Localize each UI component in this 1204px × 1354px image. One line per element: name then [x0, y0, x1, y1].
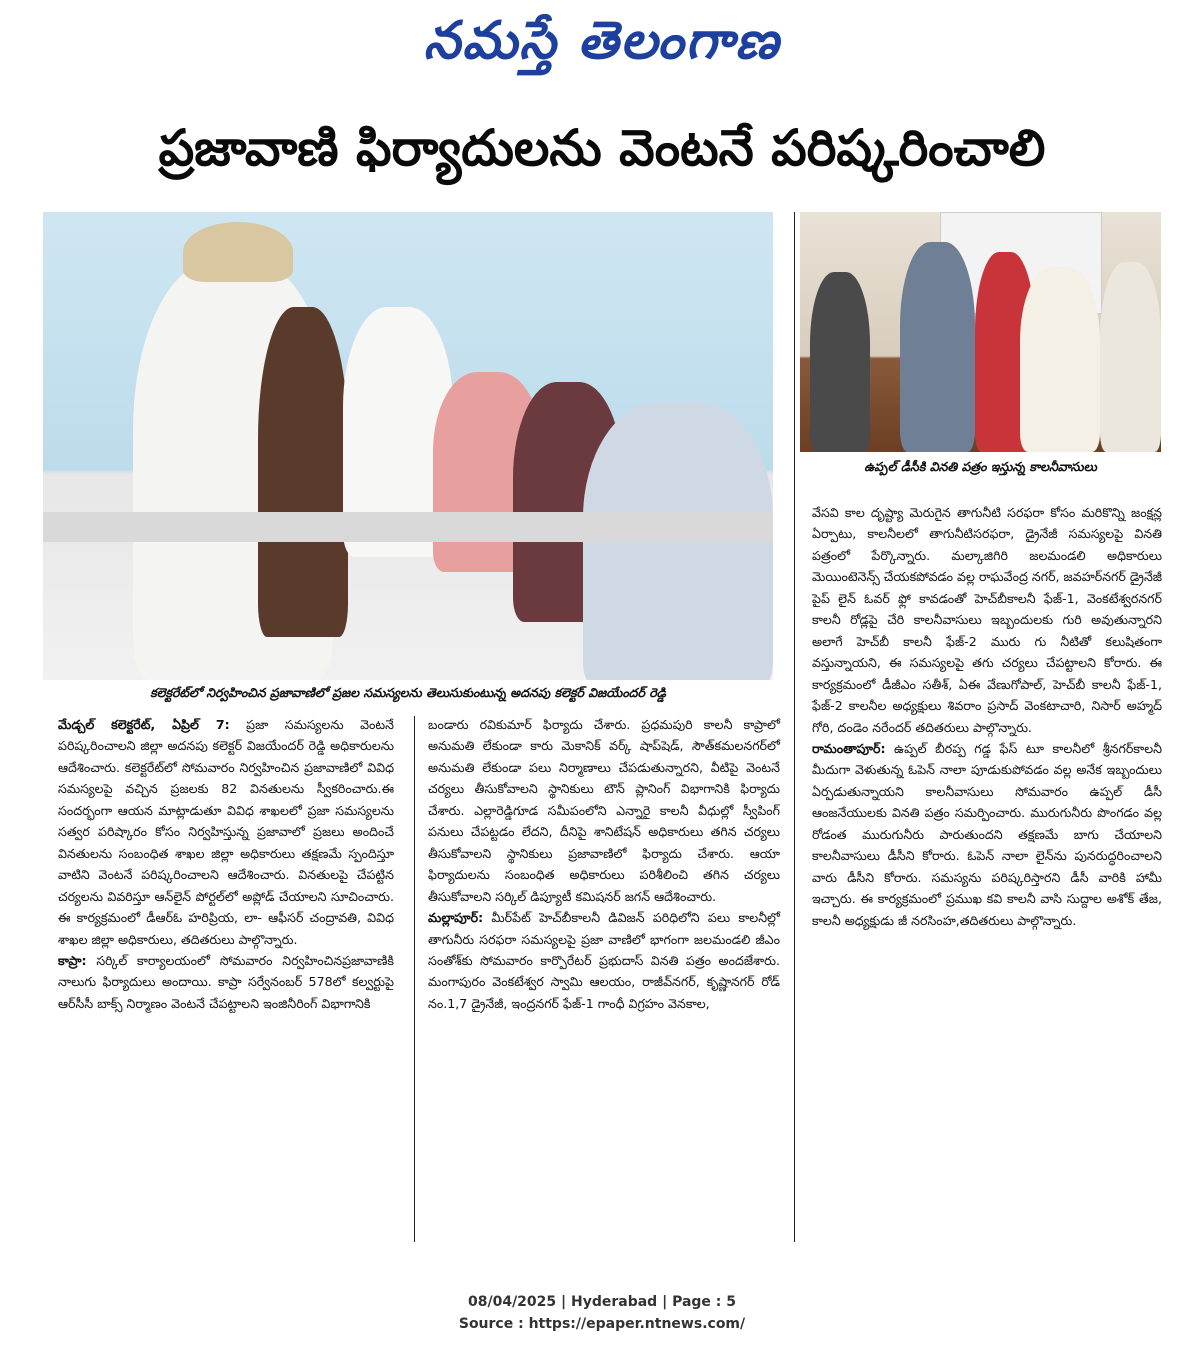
- side-photo-caption: ఉప్పల్‌ డీసీకి వినతి పత్రం ఇస్తున్న కాలనీవాసులు: [864, 459, 1097, 474]
- column-divider: [414, 716, 415, 1242]
- main-photo: [43, 212, 773, 680]
- paragraph: వేసవి కాల దృష్ట్యా మెరుగైన తాగునీటి సరఫరా కోసం మరికొన్ని జంక్షన్ల ఏర్పాటు, కాలనీలలో తాగునీటిసరఫరా, డ్రైనేజీ సమస్యలపై వినతి పత్రంలో పేర్కొన్నారు. మల్కాజిగిరి జలమండలి అధికారులు మెయింటెనెన్స్‌ చేయకపోవడం వల్ల రాఘవేంద్ర నగర్‌, జవహర్‌నగర్‌ డ్రైనేజీ పైప్‌ లైన్‌ ఓవర్‌ ఫ్లో కావడంతో హెచ్‌బీకాలనీ ఫేజ్‌-1, వెంకటేశ్వరనగర్‌ కాలనీ రోడ్లపై చేరి కాలనీవాసులు ఇబ్బందులకు గురి అవుతున్నారని అలాగే హెచ్‌బీ కాలనీ ఫేజ్‌-2 మురు గు నీటితో కలుషితంగా వస్తున్నాయని, ఈ సమస్యలపై తగు చర్యలు చేపట్టాలని కోరారు. ఈ కార్యక్రమంలో డీజీఎం సతీశ్‌, ఏఈ వేణుగోపాల్‌, హెచ్‌బీ కాలనీ ఫేజ్‌-1, ఫేజ్‌-2 కాలనీల అధ్యక్షులు శివరాం ప్రసాద్‌ వెంకటాచారి, నిసార్‌ అహ్మద్‌ గోరి, దండెం నరేందర్‌ తదితరులు పాల్గొన్నారు.: [812, 505, 1163, 735]
- article-column-3: [812, 502, 1162, 931]
- main-photo-caption: కలెక్టరేట్‌లో నిర్వహించిన ప్రజావాణిలో ప్రజల సమస్యలను తెలుసుకుంటున్న అదనపు కలెక్టర్‌ విజయేందర్‌ రెడ్డి: [150, 685, 666, 700]
- masthead-logo: [0, 10, 1204, 80]
- dateline: మల్లాపూర్‌:: [428, 910, 484, 926]
- dateline: రామంతాపూర్‌:: [812, 740, 886, 756]
- paragraph: రామంతాపూర్‌: ఉప్పల్‌ బీరప్ప గడ్డ ఫేస్‌ టూ కాలనీలో శ్రీనగర్‌కాలనీ మీదుగా వెళుతున్న ఓపెన్‌ నాలా పూడుకుపోవడం వల్ల అనేక ఇబ్బందులు ఏర్పడుతున్నాయని కాలనీవాసులు సోమవారం ఉప్పల్‌ డీసీ ఆంజనేయులకు వినతి పత్రం సమర్పించారు. మురుగునీరు పొంగడం వల్ల రోడంత మురుగునీరు పారుతుందని తక్షణమే బాగు చేయాలని కాలనీవాసులు డీసీని కోరారు. ఓపెన్‌ నాలా లైన్‌ను పునరుద్ధరించాలని వారు డీసీని కోరారు. సమస్యను పరిష్కరిస్తారని డీసీ వారికి హామీ ఇచ్చారు. ఈ కార్యక్రమంలో ప్రముఖ కవి కాలనీ వాసి సుద్దాల అశోక్‌ తేజ, కాలనీ అధ్యక్షుడు జీ నరసింహ,తదితరులు పాల్గొన్నారు.: [812, 740, 1162, 928]
- dateline: మేడ్చల్‌ కలెక్టరేట్‌, ఏప్రిల్‌ 7:: [58, 717, 230, 732]
- column-divider: [794, 212, 795, 1242]
- masthead-logo-text: నమస్తే తెలంగాణ: [423, 10, 781, 71]
- paragraph: మేడ్చల్‌ కలెక్టరేట్‌, ఏప్రిల్‌ 7: ప్రజా సమస్యలను వెంటనే పరిష్కరించాలని జిల్లా అదనపు కలెక్టర్‌ విజయేందర్‌ రెడ్డి అధికారులను ఆదేశించారు. కలెక్టరేట్‌లో సోమవారం నిర్వహించిన ప్రజావాణిలో వివిధ సమస్యలపై వచ్చిన ప్రజలకు 82 వినతులను స్వీకరించారు.ఈ సందర్భంగా ఆయన మాట్లాడుతూ వివిధ శాఖలలో ప్రజా సమస్యలను సత్వర పరిష్కారం కోసం నిర్వహిస్తున్న ప్రజావాలో ప్రజలు అందించే వినతులను సంబంధిత శాఖల జిల్లా అధికారులు తక్షణమే స్పందిస్తూ వాటిని వెంటనే పరిష్కరించాలని ఆదేశించారు. వినతులపై చేపట్టిన చర్యలను వివరిస్తూ ఆన్‌లైన్‌ పోర్టల్‌లో అప్లోడ్‌ చేయాలని సూచించారు. ఈ కార్యక్రమంలో డీఆర్‌ఓ హరిప్రియ, లా- ఆఫీసర్‌ చంద్రావతి, వివిధ శాఖల జిల్లా అధికారులు, తదితరులు పాల్గొన్నారు.: [58, 717, 394, 947]
- headline: ప్రజావాణి ఫిర్యాదులను వెంటనే పరిష్కరించాలి: [158, 119, 1046, 177]
- paragraph: కాప్రా: సర్కిల్‌ కార్యాలయంలో సోమవారం నిర్వహించినప్రజావాణికి నాలుగు ఫిర్యాదులు అందాయి. కాప్రా సర్వేనంబర్‌ 578లో కల్వర్టుపై ఆర్‌సీసీ బాక్స్‌ నిర్మాణం వెంటనే చేపట్టాలని ఇంజినీరింగ్‌ విభాగానికి: [58, 952, 394, 1011]
- dateline: కాప్రా:: [58, 952, 87, 968]
- footer-source: Source : https://epaper.ntnews.com/: [458, 1316, 746, 1332]
- side-photo: [800, 212, 1161, 452]
- article-column-1: [58, 714, 394, 1014]
- footer-date-page: 08/04/2025 | Hyderabad | Page : 5: [467, 1294, 737, 1310]
- paragraph: బండారు రవికుమార్‌ ఫిర్యాదు చేశారు. ప్రధమపురి కాలనీ కాప్రాలో అనుమతి లేకుండా కారు మెకానిక్‌ వర్క్‌ షాప్‌షెడ్‌, సౌత్‌కమలనగర్‌లో అనుమతి లేకుండా పలు నిర్మాణాలు చేపడుతున్నారని, వీటిపై వెంటనే చర్యలు తీసుకోవాలని స్థానికులు టౌన్‌ ప్లానింగ్‌ విభాగానికి ఫిర్యాదు చేశారు. ఎల్లారెడ్డిగూడ సమీపంలోని ఎన్నారై కాలనీ వీధుల్లో స్వీపింగ్‌ పనులు చేపట్టడం లేదని, దీనిపై శానిటేషన్‌ అధికారులు తగిన చర్యలు తీసుకోవాలని స్థానికులు ప్రజావాణిలో ఫిర్యాదు చేశారు. ఆయా ఫిర్యాదులను సంబంధిత అధికారులు పరిశీలించి తగిన చర్యలు తీసుకోవాలని సర్కిల్‌ డిప్యూటీ కమిషనర్‌ జగన్‌ ఆదేశించారు.: [428, 717, 780, 904]
- paragraph: మల్లాపూర్‌: మీర్‌పేట్‌ హెచ్‌బీకాలనీ డివిజన్‌ పరిధిలోని పలు కాలనీల్లో తాగునీరు సరఫరా సమస్యలపై ప్రజా వాణిలో భాగంగా జలమండలి జీఎం సంతోశ్‌కు సోమవారం కార్పొరేటర్‌ ప్రభుదాస్‌ వినతి పత్రం అందజేశారు. మంగాపురం వెంకటేశ్వర స్వామి ఆలయం, రాజీవ్‌నగర్‌, కృష్ణానగర్‌ రోడ్‌ నం.1,7 డ్రైనేజీ, ఇంద్రనగర్‌ ఫేజ్‌-1 గాంధీ విగ్రహం వెనకాల,: [428, 910, 780, 1011]
- article-column-2: [428, 714, 780, 1014]
